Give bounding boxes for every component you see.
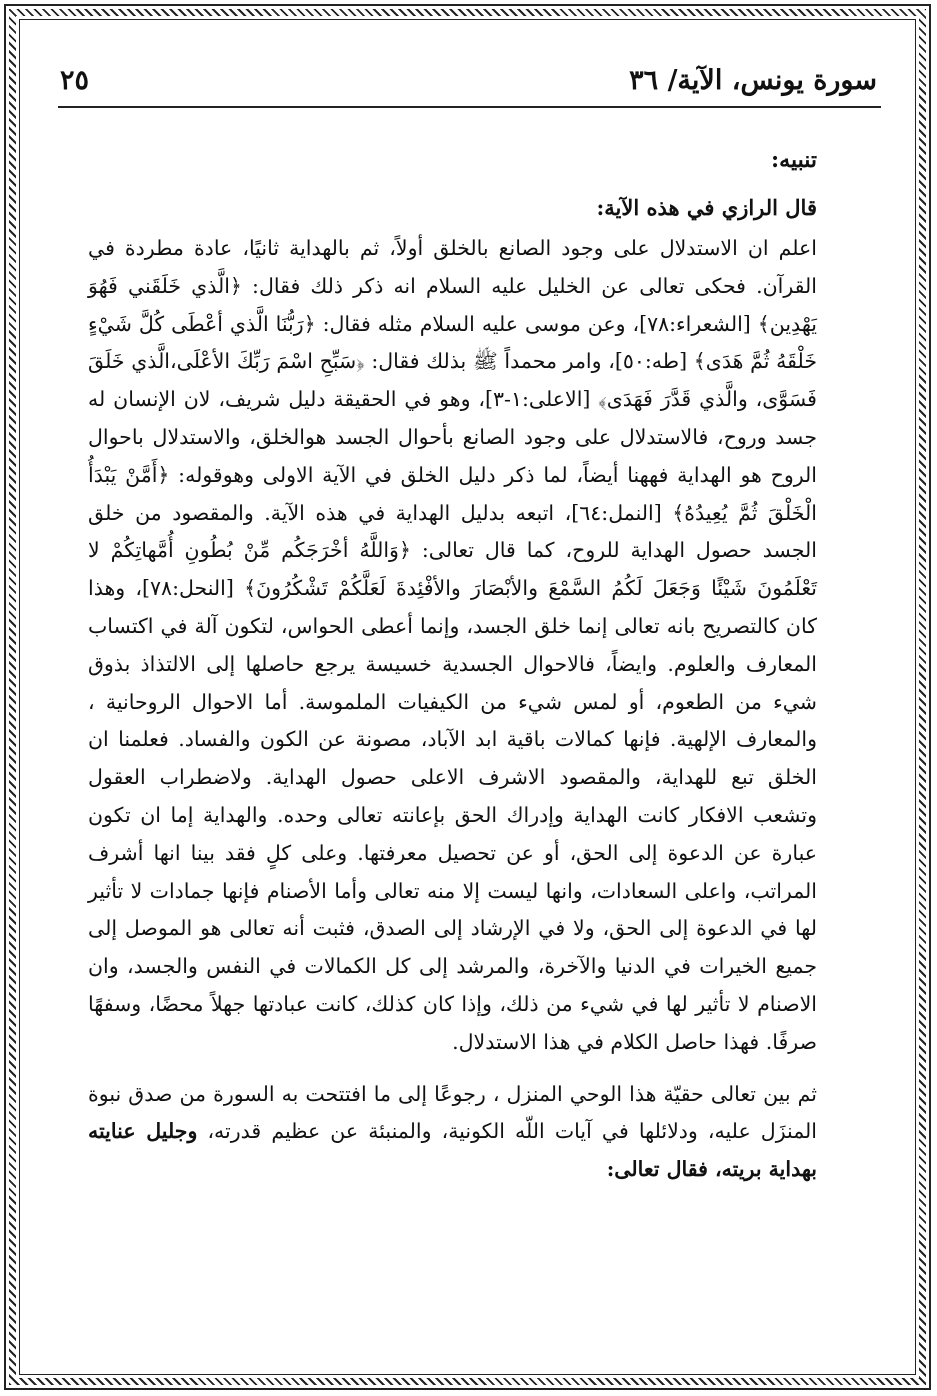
- page-body: [88, 140, 817, 1209]
- page-header: [60, 58, 877, 102]
- page-number: ٢٥: [60, 64, 90, 96]
- paragraph-2-text: ثم بين تعالى حقيّة هذا الوحي المنزل ، رجوعًا إلى ما افتتحت به السورة من صدق نبوة المنزَل عليه، ودلائلها في آيات اللّه الكونية، والمنبئة عن عظيم قدرته،: [88, 1081, 817, 1144]
- header-divider: [58, 106, 881, 108]
- section-heading: تنبيه:: [771, 147, 817, 173]
- paragraph-2-closing: وجليل عنايته بهداية بريته، فقال تعالى:: [88, 1119, 817, 1182]
- body-paragraph-2: [88, 1076, 817, 1189]
- body-paragraph-1: اعلم ان الاستدلال على وجود الصانع بالخلق أولاً، ثم بالهداية ثانيًا، عادة مطردة في القرآن. فحكى تعالى عن الخليل عليه السلام انه ذكر ذلك فقال: ﴿الَّذي خَلَقَني فَهُوَ يَهْدِين﴾ [الشعراء:٧٨]، وعن موسى عليه السلام مثله فقال: ﴿رَبُّنَا الَّذي أعْطَى كُلَّ شَيْءٍ خَلْقَهُ ثُمَّ هَدَى﴾ [طه:٥٠]، وامر محمداً ﷺ بذلك فقال: ﴿سَبِّحِ اسْمَ رَبِّكَ الأعْلَى،الَّذي خَلَقَ فَسَوَّى، والَّذي قَدَّرَ فَهَدَى﴾ [الاعلى:١-٣]، وهو في الحقيقة دليل شريف، لان الإنسان له جسد وروح، فالاستدلال على وجود الصانع بأحوال الجسد هوالخلق، والاستدلال باحوال الروح هو الهداية فههنا أيضاً، لما ذكر دليل الخلق في الآية الاولى وهوقوله: ﴿أَمَّنْ يَبْدَأُ الْخَلْقَ ثُمَّ يُعِيدُهُ﴾ [النمل:٦٤]، اتبعه بدليل الهداية في هذه الآية. والمقصود من خلق الجسد حصول الهداية للروح، كما قال تعالى: ﴿وَاللَّهُ أخْرَجَكُم مِّنْ بُطُونِ أُمَّهاتِكُمْ لا تَعْلَمُونَ شَيْئًا وَجَعَلَ لَكُمُ السَّمْعَ والأبْصَارَ والأفْئِدةَ لَعَلَّكُمْ تَشْكُرُونَ﴾ [النحل:٧٨]، وهذا كان كالتصريح بانه تعالى إنما خلق الجسد، وإنما أعطى الحواس، لتكون آلة في اكتساب المعارف والعلوم. وايضاً، فالاحوال الجسدية خسيسة يرجع حاصلها إلى الالتذاذ بذوق شيء من الطعوم، أو لمس شيء من الكيفيات الملموسة. أما الاحوال الروحانية ، والمعارف الإلهية. فإنها كمالات باقية ابد الآباد، مصونة عن الكون والفساد. فعلمنا ان الخلق تبع للهداية، والمقصود الاشرف الاعلى حصول الهداية. ولاضطراب العقول وتشعب الافكار كانت الهداية وإدراك الحق بإعانته تعالى وحده. والهداية إما ان تكون عبارة عن الدعوة إلى الحق، أو عن تحصيل معرفتها. وعلى كلٍ فقد بينا انها أشرف المراتب، واعلى السعادات، وانها ليست إلا منه تعالى وأما الأصنام فإنها جمادات لا تأثير لها في الدعوة إلى الحق، ولا في الإرشاد إلى الصدق، فثبت أنه تعالى هو الموصل إلى جميع الخيرات في الدنيا والآخرة، والمرشد إلى كل الكمالات في النفس والجسد، وان الاصنام لا تأثير لها في شيء من ذلك، وإذا كان كذلك، كانت عبادتها جهلاً محضًا، وسفهًا صرفًا. فهذا حاصل الكلام في هذا الاستدلال.: [88, 236, 818, 1054]
- quote-intro: قال الرازي في هذه الآية:: [596, 195, 817, 220]
- running-title: سورة يونس، الآية/ ٣٦: [629, 64, 877, 96]
